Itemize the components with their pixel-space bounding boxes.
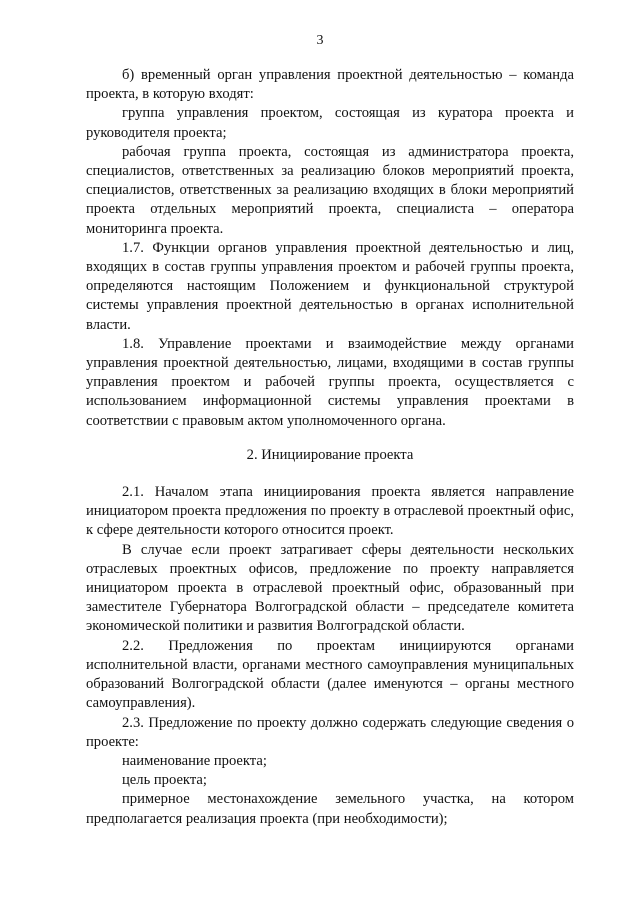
- paragraph-1-8: 1.8. Управление проектами и взаимодействие между органами управления проектной деятельностью, лицами, входящими в состав группы управления проектом и рабочей группы проекта, осуществляется с использованием информационной системы управления проектами в соответствии с правовым актом уполномоченного органа.: [86, 335, 574, 429]
- paragraph-temporary-body: б) временный орган управления проектной деятельностью – команда проекта, в которую входят:: [86, 67, 574, 103]
- paragraph-multiple-offices: В случае если проект затрагивает сферы деятельности нескольких отраслевых проектных офисов, предложение по проекту направляется инициатором проекта в отраслевой проектный офис, образованный при заместителе Губернатора Волгоградской области – председателе комитета экономической политики и развития Волгоградской области.: [86, 541, 574, 635]
- paragraph-2-3: 2.3. Предложение по проекту должно содержать следующие сведения о проекте:: [86, 714, 574, 750]
- list-item-project-goal: цель проекта;: [122, 772, 207, 789]
- document-body: [86, 66, 574, 829]
- list-item-project-name: наименование проекта;: [122, 752, 267, 769]
- section-heading: 2. Инициирование проекта: [246, 446, 414, 463]
- paragraph-working-group: рабочая группа проекта, состоящая из администратора проекта, специалистов, ответственных за реализацию блоков мероприятий проекта, специалистов, ответственных за реализацию входящих в блоки мероприятий проекта отдельных мероприятий проекта, специалиста – оператора мониторинга проекта.: [86, 143, 574, 237]
- page-number: 3: [316, 33, 324, 48]
- paragraph-2-2: 2.2. Предложения по проектам инициируются органами исполнительной власти, органами местного самоуправления муниципальных образований Волгоградской области (далее именуются – органы местного самоуправления).: [86, 637, 574, 712]
- paragraph-2-1: 2.1. Началом этапа инициирования проекта является направление инициатором проекта предложения по проекту в отраслевой проектный офис, к сфере деятельности которого относится проект.: [86, 484, 574, 539]
- list-item-land-location: примерное местонахождение земельного участка, на котором предполагается реализация проекта (при необходимости);: [86, 791, 574, 827]
- paragraph-management-group: группа управления проектом, состоящая из куратора проекта и руководителя проекта;: [86, 105, 574, 141]
- paragraph-1-7: 1.7. Функции органов управления проектной деятельностью и лиц, входящих в состав группы управления проектом и рабочей группы проекта, определяются настоящим Положением и функциональной структурой системы управления проектной деятельностью в органах исполнительной власти.: [86, 239, 574, 333]
